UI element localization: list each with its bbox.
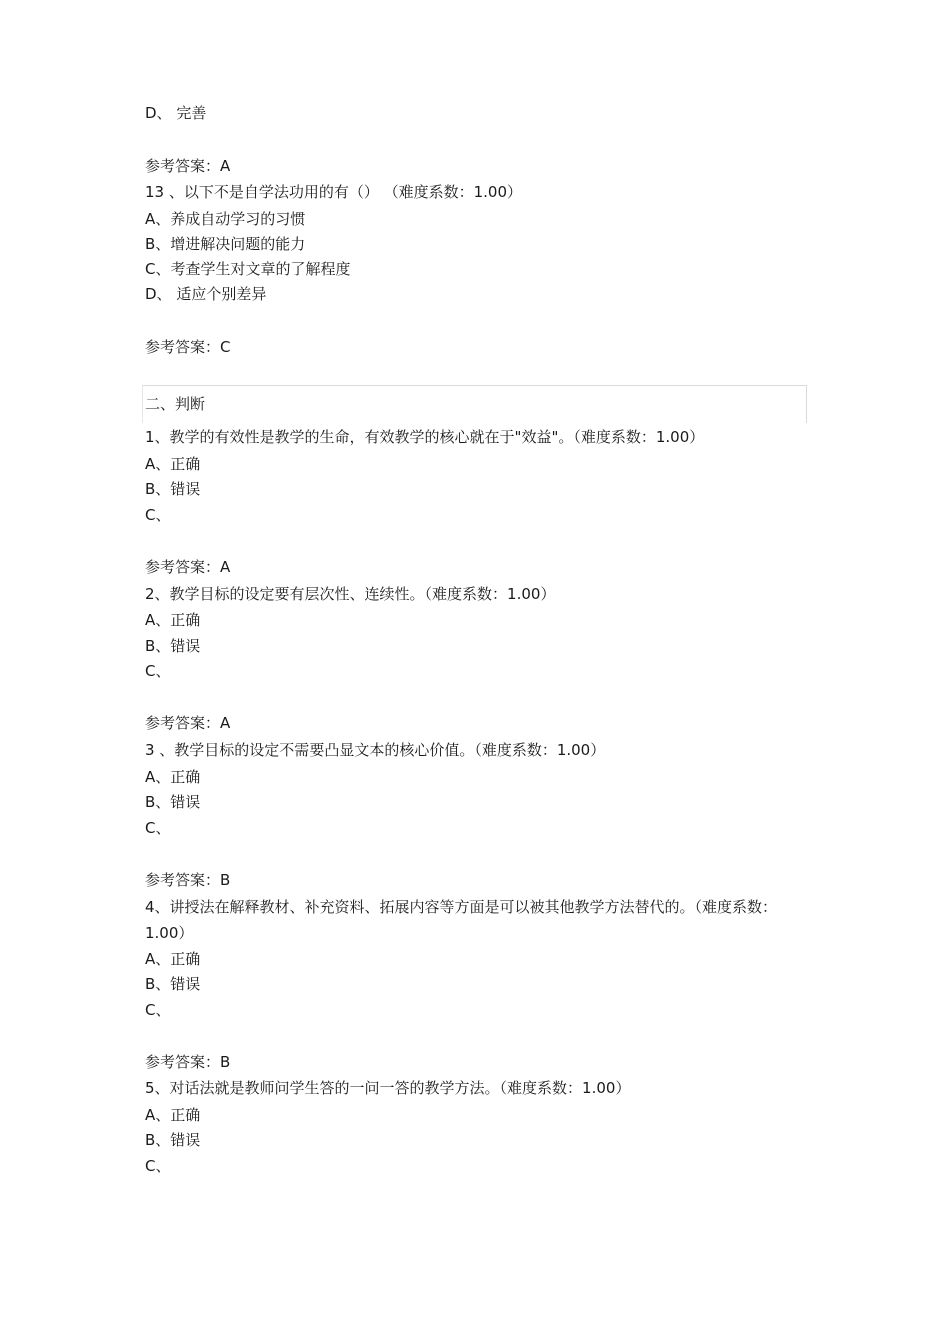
judgement-4-text: 4、讲授法在解释教材、补充资料、拓展内容等方面是可以被其他教学方法替代的。（难度系数：1.00） [145,898,778,942]
judgement-5-text: 5、对话法就是教师问学生答的一问一答的教学方法。（难度系数：1.00） [145,1079,631,1097]
judgement-3-option-b: B、错误 [145,793,201,811]
judgement-3-text: 3 、教学目标的设定不需要凸显文本的核心价值。（难度系数：1.00） [145,741,606,759]
judgement-4-option-a: A、正确 [145,950,201,968]
judgement-3-option-a: A、正确 [145,768,201,786]
judgement-2-option-a: A、正确 [145,611,201,629]
reference-answer: 参考答案：A [145,157,231,175]
judgement-1-text: 1、教学的有效性是教学的生命，有效教学的核心就在于"效益"。（难度系数：1.00） [145,428,705,446]
judgement-2-option-b: B、错误 [145,637,201,655]
judgement-5-option-b: B、错误 [145,1131,201,1149]
judgement-4-answer: 参考答案：B [145,1053,231,1071]
judgement-3-option-c: C、 [145,819,171,837]
judgement-4-option-c: C、 [145,1001,171,1019]
judgement-5-option-a: A、正确 [145,1106,201,1124]
question-13-option-a: A、养成自动学习的习惯 [145,210,306,228]
judgement-4-option-b: B、错误 [145,975,201,993]
question-13-option-b: B、增进解决问题的能力 [145,235,306,253]
judgement-1-answer: 参考答案：A [145,558,231,576]
section-title: 二、判断 [145,395,206,413]
section-header-box [142,385,807,423]
question-13-answer: 参考答案：C [145,338,231,356]
judgement-2-text: 2、教学目标的设定要有层次性、连续性。（难度系数：1.00） [145,585,556,603]
judgement-2-answer: 参考答案：A [145,714,231,732]
judgement-1-option-b: B、错误 [145,480,201,498]
option-d: D、 完善 [145,104,207,122]
judgement-3-answer: 参考答案：B [145,871,231,889]
judgement-1-option-c: C、 [145,506,171,524]
judgement-5-option-c: C、 [145,1157,171,1175]
question-13-text: 13 、以下不是自学法功用的有（） （难度系数：1.00） [145,183,523,201]
judgement-1-option-a: A、正确 [145,455,201,473]
judgement-2-option-c: C、 [145,662,171,680]
question-13-option-c: C、考查学生对文章的了解程度 [145,260,351,278]
question-13-option-d: D、 适应个别差异 [145,285,267,303]
